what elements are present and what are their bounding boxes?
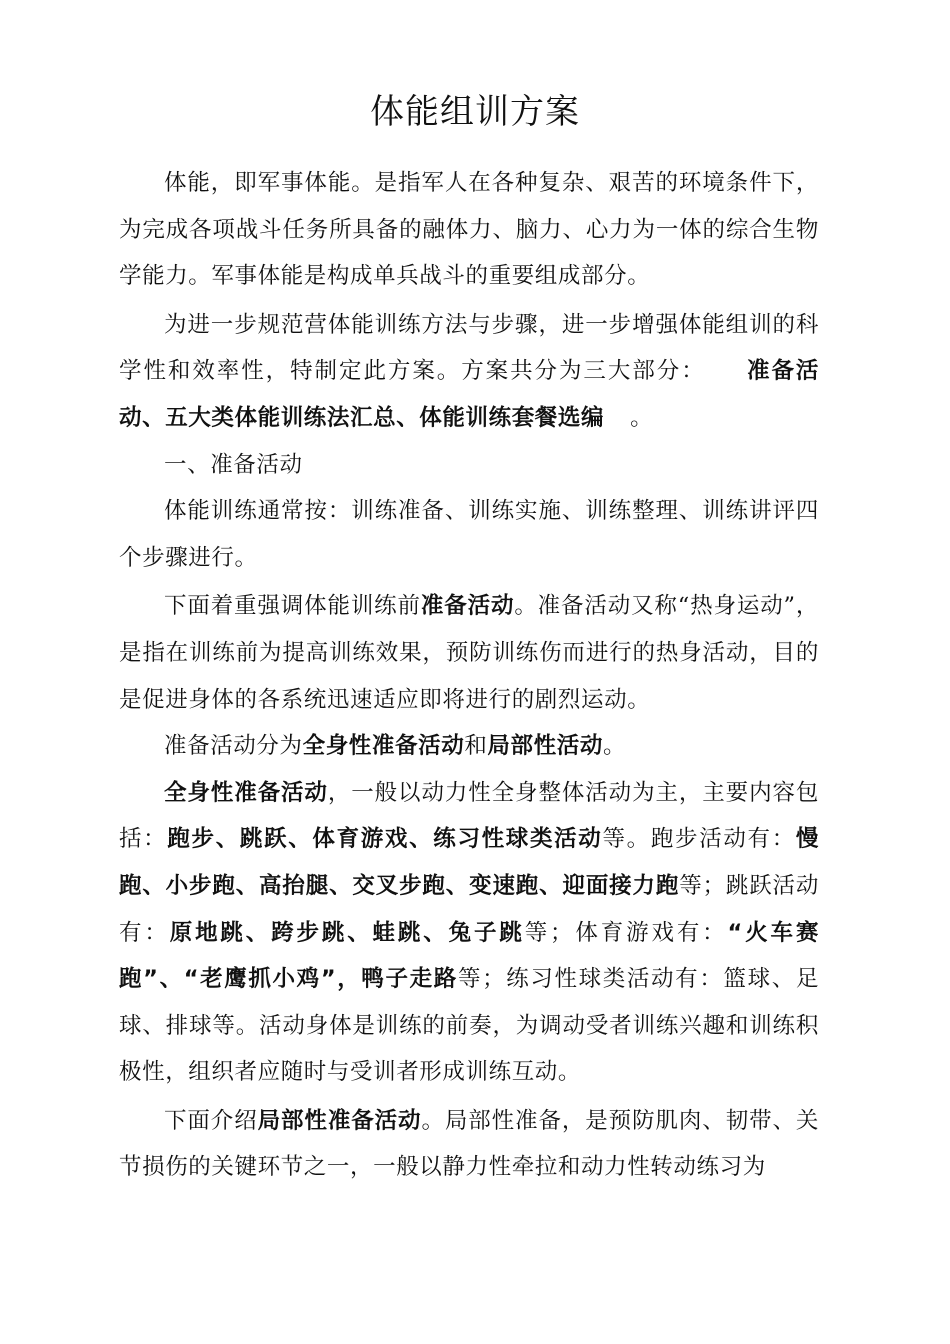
paragraph-definition: 体能，即军事体能。是指军人在各种复杂、艰苦的环境条件下，为完成各项战斗任务所具备的融体力、脑力、心力为一体的综合生物学能力。军事体能是构成单兵战斗的重要组成部分。 bbox=[119, 170, 819, 290]
paragraph-full-body-warmup bbox=[119, 770, 819, 1096]
full-body-j: 等；练习性球类活动有：篮球、足球、排球等。活动身体是训练的前奏，为调动受者训练兴趣和训练积极性，组织者应随时与受训者形成训练互动。 bbox=[119, 966, 819, 1086]
paragraph-purpose bbox=[119, 302, 819, 442]
purpose-end: 。 bbox=[630, 404, 654, 431]
warmup-types-c: 和 bbox=[464, 733, 488, 760]
full-body-bold-i: “火车赛跑”、“老鹰抓小鸡”，鸭子走路 bbox=[119, 919, 819, 993]
paragraph-warmup-types bbox=[119, 723, 819, 770]
purpose-text: 为进一步规范营体能训练方法与步骤，进一步增强体能组训的科学性和效率性，特制定此方案。方案共分为三大部分： bbox=[119, 311, 819, 385]
warmup-types-a: 准备活动分为 bbox=[164, 733, 303, 760]
full-body-bold-e: 慢跑、小步跑、高抬腿、交叉步跑、变速跑、迎面接力跑 bbox=[119, 826, 819, 899]
document-body bbox=[119, 160, 819, 1191]
section-heading-warmup: 一、准备活动 bbox=[164, 451, 303, 478]
local-warmup-bold: 局部性准备活动 bbox=[257, 1107, 422, 1134]
full-body-bold-lead: 全身性准备活动 bbox=[164, 779, 328, 806]
full-body-b: ，一般以动力性全身整体活动为主，主要内容包括： bbox=[119, 779, 819, 853]
warmup-types-bold-2: 局部性活动 bbox=[487, 733, 603, 760]
full-body-bold-g: 原地跳、跨步跳、蛙跳、兔子跳 bbox=[169, 919, 525, 946]
paragraph-warmup-intro bbox=[119, 583, 819, 723]
warmup-intro-c: 。准备活动又称“热身运动”，是指在训练前为提高训练效果，预防训练伤而进行的热身活动，目的是促进身体的各系统迅速适应即将进行的剧烈运动。 bbox=[119, 593, 820, 713]
document-title: 体能组训方案 bbox=[370, 92, 580, 132]
three-parts-bold: 准备活动、五大类体能训练法汇总、体能训练套餐选编 bbox=[119, 358, 819, 431]
warmup-intro-bold: 准备活动 bbox=[420, 593, 515, 620]
paragraph-local-warmup bbox=[119, 1098, 819, 1191]
local-warmup-a: 下面介绍 bbox=[164, 1107, 258, 1134]
local-warmup-c: 。局部性准备，是预防肌肉、韧带、关节损伤的关键环节之一，一般以静力性牵拉和动力性转动练习为 bbox=[119, 1107, 820, 1181]
warmup-types-bold-1: 全身性准备活动 bbox=[302, 733, 465, 760]
warmup-intro-a: 下面着重强调体能训练前 bbox=[164, 593, 421, 620]
full-body-h: 等；体育游戏有： bbox=[524, 919, 728, 946]
paragraph-steps: 体能训练通常按：训练准备、训练实施、训练整理、训练讲评四个步骤进行。 bbox=[119, 498, 819, 571]
full-body-f: 等；跳跃活动有： bbox=[119, 872, 819, 946]
warmup-types-e: 。 bbox=[602, 733, 627, 760]
full-body-d: 等。跑步活动有： bbox=[602, 826, 796, 853]
full-body-bold-c: 跑步、跳跃、体育游戏、练习性球类活动 bbox=[167, 826, 603, 853]
